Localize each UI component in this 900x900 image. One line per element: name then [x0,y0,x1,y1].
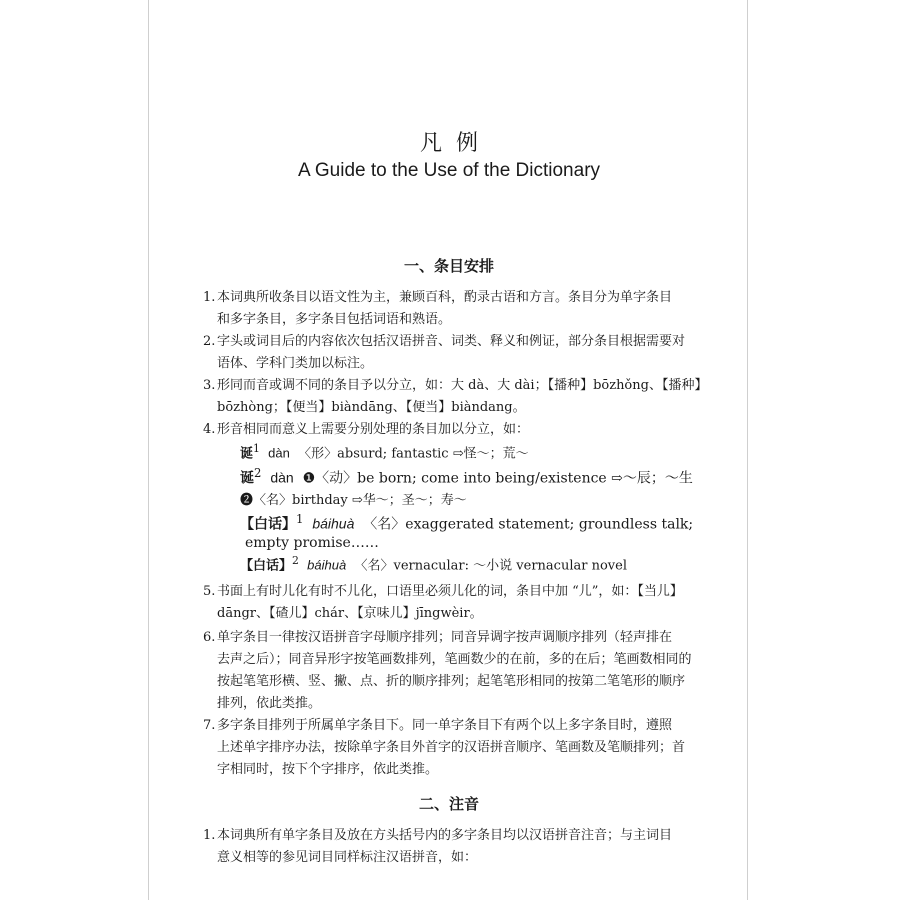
item-text-continued: 语体、学科门类加以标注。 [217,356,374,371]
item-number: 4. [203,422,216,437]
definition: birthday [292,493,348,508]
list-item [203,419,529,441]
headword: 【白话】 [240,516,296,533]
item-text: 字头或词目后的内容依次包括汉语拼音、词类、释义和例证，部分条目根据需要对 [217,334,686,349]
page-title-chinese: 凡例 [419,131,492,156]
definition: absurd; fantastic [337,446,449,462]
homograph-number: 1 [296,512,304,526]
item-number: 7. [203,718,216,733]
example-words: ～小说 vernacular novel [473,558,627,574]
item-number: 6. [203,630,216,645]
item-text-continued: 排列，依此类推。 [217,696,322,711]
item-text: 本词典所收条目以语文性为主，兼顾百科，酌录古语和方言。条目分为单字条目 [217,290,673,305]
item-text-continued: dāngr、【碴儿】chár、【京味儿】jīngwèir。 [217,606,483,621]
arrow-icon: ⇨ [452,446,464,462]
headword: 诞 [240,446,254,462]
sense-1-marker: ❶ [302,470,316,487]
pinyin: dàn [268,445,290,461]
list-item [203,331,685,353]
sense-2-marker: ❷ [240,493,254,508]
example-words: 怪～；荒～ [463,446,529,462]
homograph-number: 2 [254,466,262,480]
item-text-continued: 去声之后）；同音异形字按笔画数排列，笔画数少的在前，多的在后；笔画数相同的 [217,652,692,667]
part-of-speech: 〈名〉 [363,516,406,533]
item-text: 本词典所有单字条目及放在方头括号内的多字条目均以汉语拼音注音；与主词目 [217,828,673,843]
example-entry-baihua1 [240,512,693,534]
part-of-speech: 〈名〉 [354,558,394,574]
item-text: 形同而音或调不同的条目予以分立，如：大 dà、大 dài；【播种】bōzhǒng、【播种】 [217,378,708,393]
item-text: 形音相同而意义上需要分别处理的条目加以分立，如： [217,422,530,437]
dictionary-page [148,0,748,900]
pinyin: báihuà [307,557,347,573]
example-entry-dan2-sense2 [240,489,467,508]
definition: exaggerated statement; groundless talk; [405,516,694,533]
arrow-icon: ⇨ [351,493,363,508]
section-heading-pronunciation: 二、注音 [418,795,479,813]
item-text: 多字条目排列于所属单字条目下。同一单字条目下有两个以上多字条目时，遵照 [217,718,673,733]
list-item [203,375,707,397]
definition: vernacular: [393,558,470,574]
headword: 【白话】 [240,558,293,574]
item-text-continued: 按起笔笔形横、竖、撇、点、折的顺序排列；起笔笔形相同的按第二笔笔形的顺序 [217,674,686,689]
homograph-number: 1 [253,442,260,455]
item-text-continued: 和多字条目，多字条目包括词语和熟语。 [217,312,452,327]
example-words: 华～；圣～；寿～ [362,493,467,508]
pinyin: báihuà [312,515,355,532]
item-number: 3. [203,378,216,393]
homograph-number: 2 [292,554,299,567]
item-text-continued: 字相同时，按下个字排序，依此类推。 [217,762,439,777]
part-of-speech: 〈动〉 [315,470,358,487]
example-words: ～辰；～生 [622,470,693,487]
item-text-continued: 意义相等的参见词目同样标注汉语拼音，如： [217,850,478,865]
item-number: 1. [203,828,216,843]
part-of-speech: 〈名〉 [253,493,293,508]
item-number: 2. [203,334,216,349]
definition: be born; come into being/existence [357,470,607,487]
item-text-continued: bōzhòng；【便当】biàndāng、【便当】biàndang。 [217,400,526,415]
item-text: 单字条目一律按汉语拼音字母顺序排列；同音异调字按声调顺序排列（轻声排在 [217,630,673,645]
page-title-english: A Guide to the Use of the Dictionary [297,160,601,181]
headword: 诞 [240,470,254,487]
section-heading-arrangement: 一、条目安排 [403,257,494,275]
arrow-icon: ⇨ [611,470,623,487]
item-text-continued: 上述单字排序办法，按除单字条目外首字的汉语拼音顺序、笔画数及笔顺排列；首 [217,740,686,755]
list-item [203,627,672,649]
list-item [203,287,672,309]
example-entry-dan1 [240,442,529,461]
definition-continued: empty promise…… [245,535,379,551]
part-of-speech: 〈形〉 [298,446,338,462]
example-entry-dan2 [240,466,693,488]
example-entry-baihua2 [240,554,627,573]
list-item [203,581,683,603]
item-number: 5. [203,584,216,599]
item-text: 书面上有时儿化有时不儿化，口语里必须儿化的词，条目中加 “儿”，如：【当儿】 [217,584,683,599]
list-item [203,715,672,737]
list-item [203,825,672,847]
item-number: 1. [203,290,216,305]
pinyin: dàn [270,469,294,486]
